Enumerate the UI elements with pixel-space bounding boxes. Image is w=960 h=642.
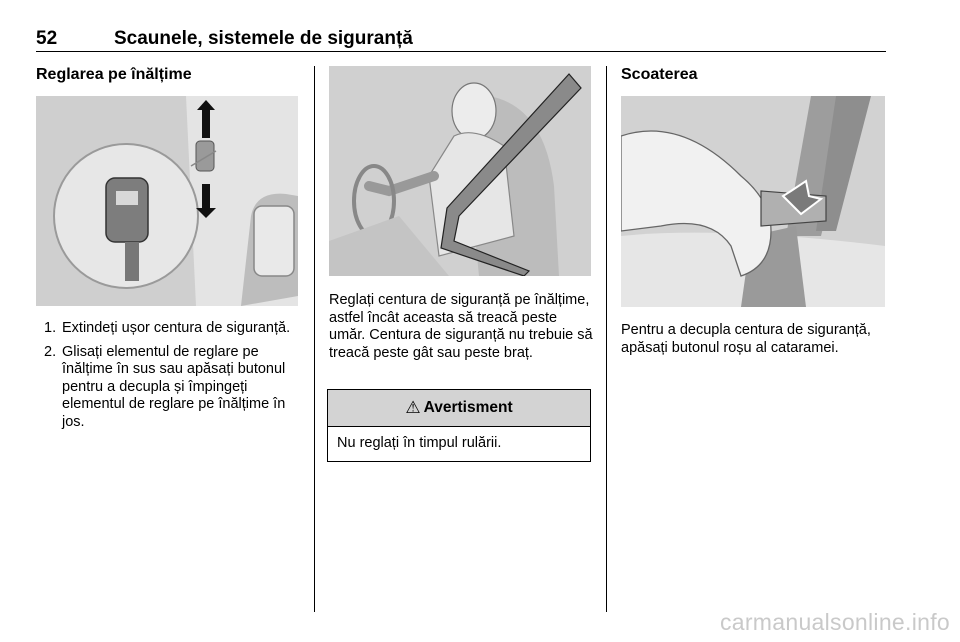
list-item [36,320,302,338]
section-heading-removal: Scoaterea [621,66,698,83]
height-adjuster-drawing [36,96,298,306]
column-divider-left [314,66,315,612]
height-adjuster-illustration [36,96,298,306]
step-text: Glisați elementul de reglare pe înălțime în sus sau apăsați butonul pentru a decupla și împingeți elementul de reglare pe înălțime în jos. [62,343,286,430]
column-divider-right [606,66,607,612]
warning-header [328,390,590,427]
step-text: Extindeți ușor centura de siguranță. [62,320,291,336]
buckle-release-illustration [621,96,885,307]
warning-title: Avertisment [423,399,513,416]
belt-position-text: Reglați centura de siguranță pe înălțime, astfel încât aceasta să treacă peste umăr. Centura de siguranță nu trebuie să treacă peste gât sau peste braț. [329,292,593,361]
adjustment-steps-list [36,320,302,437]
warning-icon: ⚠ [405,398,421,417]
list-item [36,344,302,432]
buckle-release-drawing [621,96,885,307]
warning-box [327,389,591,462]
step-number: 1. [44,320,57,336]
page-title: Scaunele, sistemele de siguranță [114,28,413,49]
watermark: carmanualsonline.info [719,609,950,635]
warning-text: Nu reglați în timpul rulării. [337,435,502,451]
page-header [36,24,886,52]
buckle-release-text: Pentru a decupla centura de siguranță, apăsați butonul roșu al cataramei. [621,322,871,356]
page-number: 52 [36,28,58,49]
driver-with-belt-drawing [329,66,591,276]
step-number: 2. [44,343,57,360]
section-heading-height-adjust: Reglarea pe înălțime [36,66,192,83]
belt-position-illustration [329,66,591,276]
